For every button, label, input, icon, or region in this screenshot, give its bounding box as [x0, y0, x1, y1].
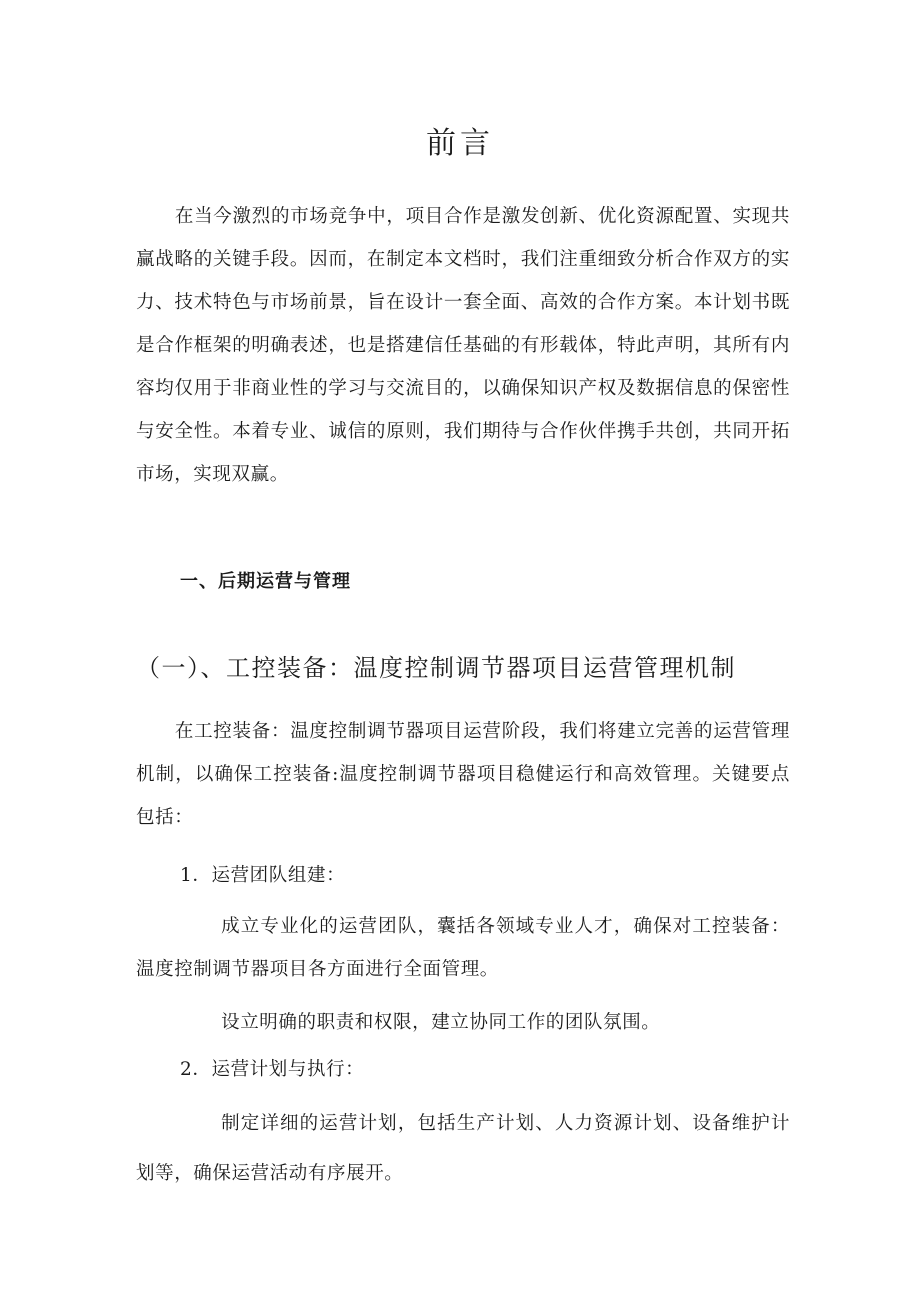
- list-item-detail: 成立专业化的运营团队，囊括各领域专业人才，确保对工控装备：温度控制调节器项目各方面进行全面管理。: [136, 916, 790, 980]
- intro-paragraph: 在当今激烈的市场竞争中，项目合作是激发创新、优化资源配置、实现共赢战略的关键手段。因而，在制定本文档时，我们注重细致分析合作双方的实力、技术特色与市场前景，旨在设计一套全面、高效的合作方案。本计划书既是合作框架的明确表述，也是搭建信任基础的有形载体，特此声明，其所有内容均仅用于非商业性的学习与交流目的，以确保知识产权及数据信息的保密性与安全性。本着专业、诚信的原则，我们期待与合作伙伴携手共创，共同开拓市场，实现双赢。: [136, 206, 790, 485]
- page-title: 前言: [426, 126, 494, 161]
- list-item-label: 2．运营计划与执行：: [180, 1059, 365, 1080]
- list-item-detail: 设立明确的职责和权限，建立协同工作的团队氛围。: [221, 1012, 661, 1033]
- section-heading: 一、后期运营与管理: [180, 571, 351, 592]
- subsection-heading: （一）、工控装备：温度控制调节器项目运营管理机制: [136, 654, 736, 682]
- list-item-label: 1．运营团队组建：: [180, 865, 346, 886]
- subsection-paragraph: 在工控装备：温度控制调节器项目运营阶段，我们将建立完善的运营管理机制，以确保工控装备:温度控制调节器项目稳健运行和高效管理。关键要点包括：: [136, 721, 790, 828]
- list-item-detail: 制定详细的运营计划，包括生产计划、人力资源计划、设备维护计划等，确保运营活动有序展开。: [136, 1113, 790, 1184]
